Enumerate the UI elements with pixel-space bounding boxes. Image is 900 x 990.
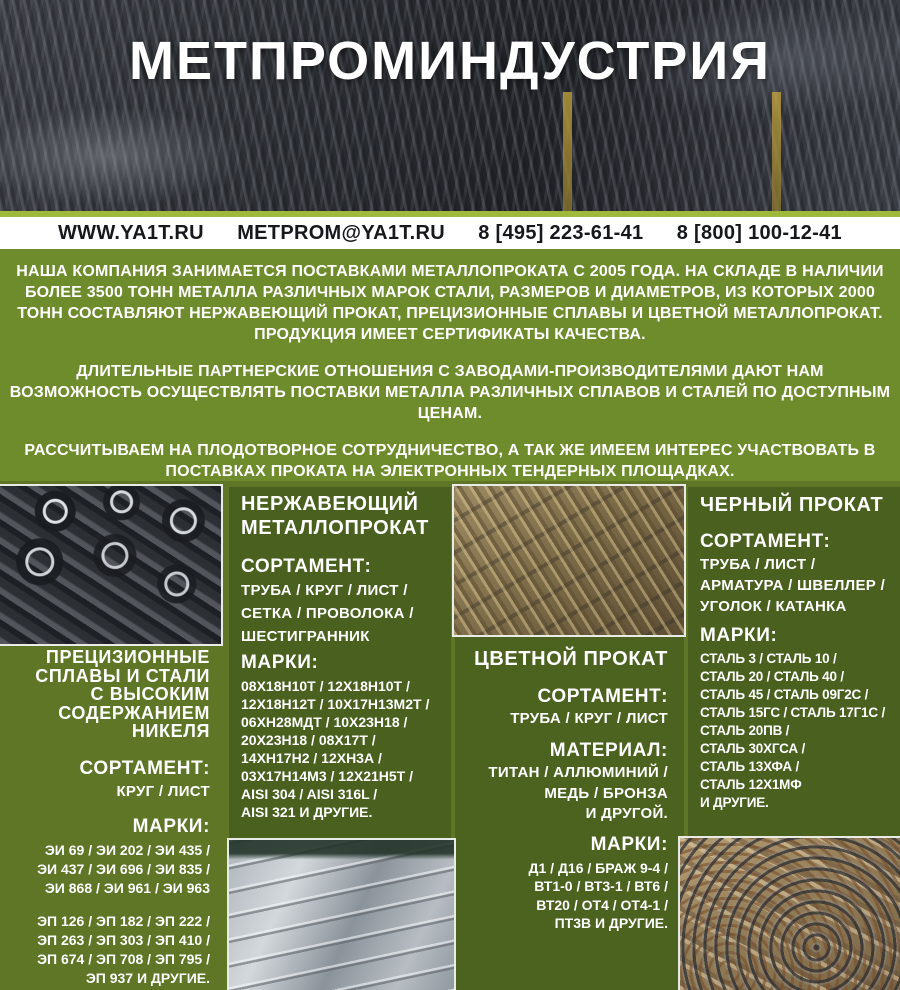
intro-paragraph-3: РАССЧИТЫВАЕМ НА ПЛОДОТВОРНОЕ СОТРУДНИЧЕСТВО, А ТАК ЖЕ ИМЕЕМ ИНТЕРЕС УЧАСТВОВАТЬ В ПОСТАВКАХ ПРОКАТА НА ЭЛЕКТРОННЫХ ТЕНДЕРНЫХ ПЛОЩАДКАХ. [24, 442, 876, 480]
marks-line: ЭИ 69 / ЭИ 202 / ЭИ 435 / [44, 841, 210, 858]
marks-label: МАРКИ: [590, 833, 668, 855]
steel-sheets-photo [227, 838, 456, 990]
marks-line: ЭИ 868 / ЭИ 961 / ЭИ 963 [44, 879, 210, 896]
sortament-label: СОРТАМЕНТ: [79, 757, 210, 779]
marks-line: ЭП 674 / ЭП 708 / ЭП 795 / [37, 950, 210, 967]
title-line: ПРЕЦИЗИОННЫЕ [45, 647, 210, 667]
marks-line: ВТ20 / ОТ4 / ОТ4-1 / [536, 896, 668, 913]
marks-line: ЭП 263 / ЭП 303 / ЭП 410 / [37, 931, 210, 948]
marks-line: 03Х17Н14М3 / 12Х21Н5Т / [241, 768, 413, 784]
material-line: И ДРУГОЙ. [585, 805, 668, 822]
products-section [0, 481, 900, 990]
precision-title [8, 648, 210, 741]
marks-line: СТАЛЬ 12Х1МФ [700, 776, 802, 792]
sortament-line: ШЕСТИГРАННИК [241, 628, 370, 645]
marks-line: СТАЛЬ 3 / СТАЛЬ 10 / [700, 650, 837, 666]
marks-line: AISI 304 / AISI 316L / [241, 786, 378, 802]
marks-line: Д1 / Д16 / БРАЖ 9-4 / [528, 859, 668, 876]
brass-rods-photo [452, 484, 686, 637]
marks-group-ei [8, 841, 210, 898]
phone-tollfree: 8 [800] 100-12-41 [676, 221, 842, 244]
sortament-line: УГОЛОК / КАТАНКА [700, 597, 847, 615]
steel-pipes-photo [0, 484, 223, 646]
marks-line: ЭИ 437 / ЭИ 696 / ЭИ 835 / [37, 860, 210, 877]
rolled-metal-photo [678, 836, 900, 990]
marks-group [241, 677, 443, 821]
material-line: ТИТАН / АЛЛЮМИНИЙ / [488, 764, 668, 781]
marks-line: ВТ1-0 / ВТ3-1 / ВТ6 / [534, 878, 668, 894]
intro-section [0, 249, 900, 481]
title-line: СОДЕРЖАНИЕМ [58, 702, 210, 723]
sortament-label: СОРТАМЕНТ: [700, 530, 831, 552]
marks-label: МАРКИ: [700, 624, 778, 646]
marks-line: СТАЛЬ 13ХФА / [700, 758, 799, 774]
marks-line: СТАЛЬ 45 / СТАЛЬ 09Г2С / [700, 686, 869, 702]
material-label: МАТЕРИАЛ: [549, 740, 668, 761]
stainless-column [241, 493, 443, 821]
title-line: НИКЕЛЯ [131, 721, 210, 741]
marks-line: ЭП 126 / ЭП 182 / ЭП 222 / [37, 912, 210, 929]
marks-line: СТАЛЬ 20 / СТАЛЬ 40 / [700, 668, 844, 684]
sortament-line: ТРУБА / ЛИСТ / [700, 555, 816, 573]
email-link[interactable]: METPROM@YA1T.RU [237, 221, 445, 244]
marks-line: 14ХН17Н2 / 12ХН3А / [241, 750, 382, 766]
marks-label: МАРКИ: [132, 815, 210, 837]
rack-post-decoration [563, 92, 572, 211]
ferrous-column [700, 494, 898, 812]
website-link[interactable]: WWW.YA1T.RU [58, 221, 204, 244]
rack-post-decoration [772, 92, 781, 211]
hero-warehouse-photo [0, 0, 900, 211]
marks-group-ep [8, 912, 210, 988]
sortament-line: АРМАТУРА / ШВЕЛЛЕР / [700, 576, 886, 594]
marks-line: 06ХН28МДТ / 10Х23Н18 / [241, 714, 408, 730]
contact-bar [0, 217, 900, 249]
precision-column [8, 648, 210, 988]
marks-line: ЭП 937 И ДРУГИЕ. [85, 969, 210, 986]
marks-line: СТАЛЬ 30ХГСА / [700, 740, 806, 756]
nonferrous-title: ЦВЕТНОЙ ПРОКАТ [474, 648, 668, 670]
sortament-value: КРУГ / ЛИСТ [116, 782, 210, 800]
marks-group [462, 859, 668, 933]
sortament-line: ТРУБА / КРУГ / ЛИСТ / [241, 582, 408, 599]
sortament-line: СЕТКА / ПРОВОЛОКА / [241, 605, 414, 622]
intro-paragraph-2: ДЛИТЕЛЬНЫЕ ПАРТНЕРСКИЕ ОТНОШЕНИЯ С ЗАВОДАМИ-ПРОИЗВОДИТЕЛЯМИ ДАЮТ НАМ ВОЗМОЖНОСТЬ ОСУЩЕСТВЛЯТЬ ПОСТАВКИ МЕТАЛЛА РАЗЛИЧНЫХ СПЛАВОВ И СТАЛЕЙ ПО ДОСТУПНЫМ ЦЕНАМ. [9, 363, 891, 422]
marks-line: 08Х18Н10Т / 12Х18Н10Т / [241, 678, 410, 694]
phone-moscow: 8 [495] 223-61-41 [478, 221, 644, 244]
marks-line: ПТ3В И ДРУГИЕ. [554, 915, 668, 931]
marks-group [700, 650, 898, 812]
marks-line: СТАЛЬ 20ПВ / [700, 722, 790, 738]
marks-line: И ДРУГИЕ. [700, 794, 769, 810]
material-line: МЕДЬ / БРОНЗА [544, 784, 668, 802]
sortament-label: СОРТАМЕНТ: [241, 556, 372, 577]
title-line: НЕРЖАВЕЮЩИЙ [241, 493, 419, 515]
stainless-title [241, 493, 443, 540]
title-line: МЕТАЛЛОПРОКАТ [241, 516, 429, 539]
title-line: СПЛАВЫ И СТАЛИ [35, 665, 210, 686]
intro-paragraph-1: НАША КОМПАНИЯ ЗАНИМАЕТСЯ ПОСТАВКАМИ МЕТАЛЛОПРОКАТА С 2005 ГОДА. НА СКЛАДЕ В НАЛИЧИИ БОЛЕЕ 3500 ТОНН МЕТАЛЛА РАЗЛИЧНЫХ МАРОК СТАЛИ, РАЗМЕРОВ И ДИАМЕТРОВ, ИЗ КОТОРЫХ 2000 ТОНН СОСТАВЛЯЮТ НЕРЖАВЕЮЩИЙ ПРОКАТ, ПРЕЦИЗИОННЫЕ СПЛАВЫ И ЦВЕТНОЙ МЕТАЛЛОПРОКАТ. ПРОДУКЦИЯ ИМЕЕТ СЕРТИФИКАТЫ КАЧЕСТВА. [16, 263, 884, 343]
company-title: МЕТПРОМИНДУСТРИЯ [129, 31, 771, 91]
marks-line: СТАЛЬ 15ГС / СТАЛЬ 17Г1С / [700, 704, 886, 720]
nonferrous-column [462, 648, 668, 933]
marks-line: 20Х23Н18 / 08Х17Т / [241, 732, 376, 748]
ferrous-title: ЧЕРНЫЙ ПРОКАТ [700, 494, 884, 516]
sortament-value: ТРУБА / КРУГ / ЛИСТ [510, 709, 668, 727]
marks-line: 12Х18Н12Т / 10Х17Н13М2Т / [241, 696, 430, 712]
marks-label: МАРКИ: [241, 652, 319, 673]
title-line: С ВЫСОКИМ [90, 684, 210, 704]
sortament-label: СОРТАМЕНТ: [537, 685, 668, 707]
marks-line: AISI 321 И ДРУГИЕ. [241, 804, 373, 820]
